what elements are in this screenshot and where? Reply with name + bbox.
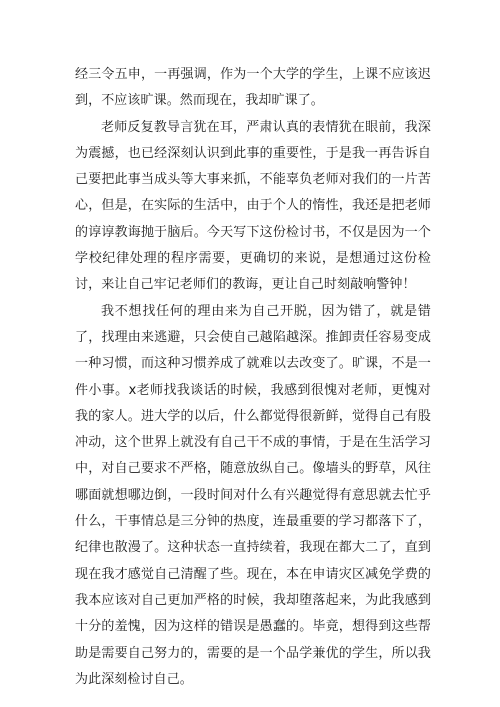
document-body xyxy=(75,62,431,693)
paragraph-2: 老师反复教导言犹在耳，严肃认真的表情犹在眼前，我深为震撼，也已经深刻认识到此事的重要性，于是我一再告诉自己要把此事当成头等大事来抓，不能辜负老师对我们的一片苦心，但是，在实际的生活中，由于个人的惰性，我还是把老师的谆谆教诲抛于脑后。今天写下这份检讨书，不仅是因为一个学校纪律处理的程序需要，更确切的来说，是想通过这份检讨，来让自己牢记老师们的教诲，更让自己时刻敲响警钟！ xyxy=(75,119,431,293)
paragraph-3: 我不想找任何的理由来为自己开脱，因为错了，就是错了，找理由来逃避，只会使自己越陷越深。推卸责任容易变成一种习惯，而这种习惯养成了就难以去改变了。旷课，不是一件小事。x老师找我谈话的时候，我感到很愧对老师，更愧对我的家人。进大学的以后，什么都觉得很新鲜，觉得自己有股冲动，这个世界上就没有自己干不成的事情，于是在生活学习中，对自己要求不严格，随意放纵自己。像墙头的野草，风往哪面就想哪边倒，一段时间对什么有兴趣觉得有意思就去忙乎什么，干事情总是三分钟的热度，连最重要的学习都落下了，纪律也散漫了。这种状态一直持续着，我现在都大二了，直到现在我才感觉自己清醒了些。现在，本在申请灾区减免学费的我本应该对自己更加严格的时候，我却堕落起来，为此我感到十分的羞愧，因为这样的错误是愚蠢的。毕竟，想得到这些帮助是需要自己努力的，需要的是一个品学兼优的学生，所以我为此深刻检讨自己。 xyxy=(75,303,431,687)
paragraph-1: 经三令五申，一再强调，作为一个大学的学生，上课不应该迟到，不应该旷课。然而现在，我却旷课了。 xyxy=(75,67,431,109)
